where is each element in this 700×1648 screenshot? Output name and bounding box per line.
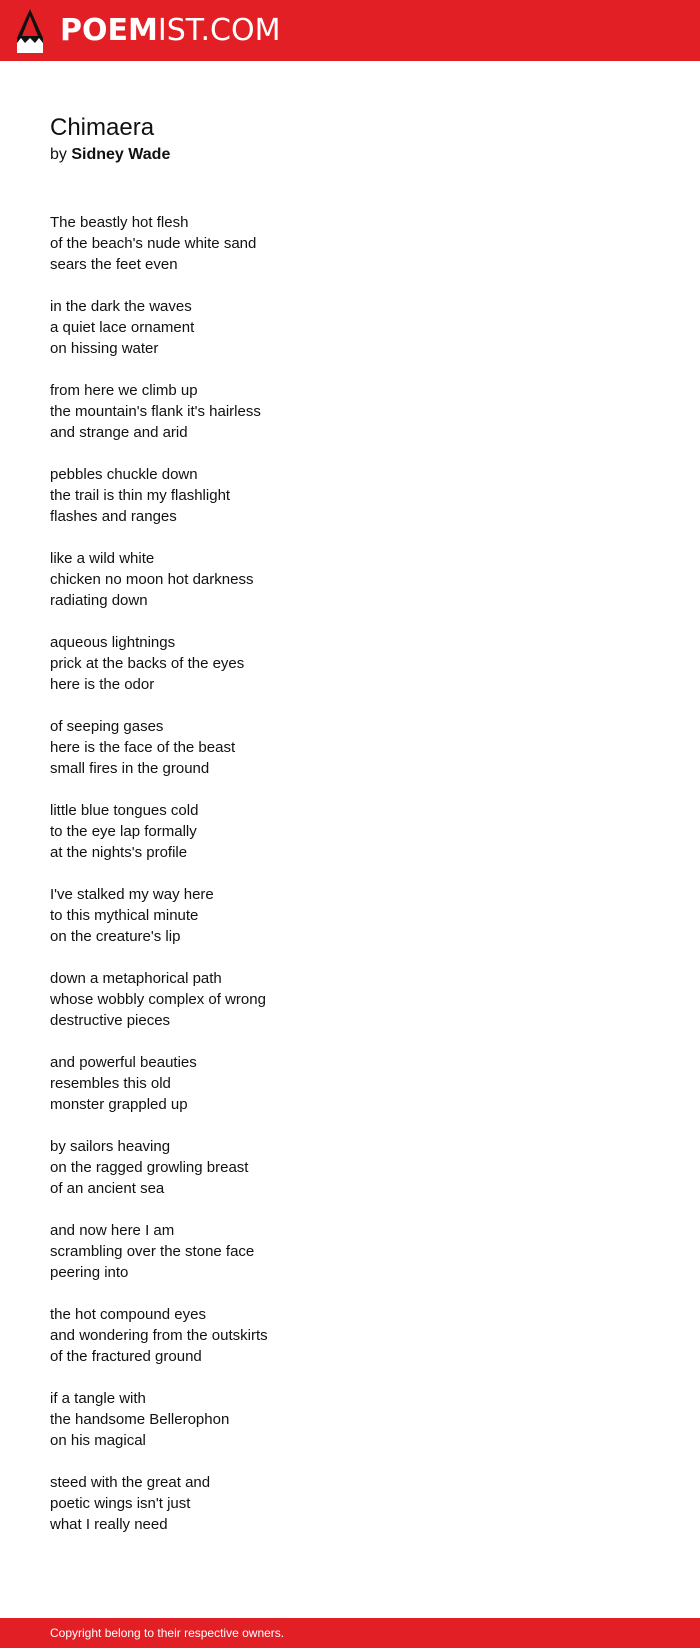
poem-line: to the eye lap formally (50, 823, 197, 840)
poem-line: monster grappled up (50, 1096, 188, 1113)
poem-line: a quiet lace ornament (50, 319, 195, 336)
poem-line: whose wobbly complex of wrong (50, 991, 266, 1008)
poem-stanza (50, 548, 650, 611)
poem-line: what I really need (50, 1516, 168, 1533)
poem-line: radiating down (50, 592, 148, 609)
poem-stanza (50, 1052, 650, 1115)
poem-line: by sailors heaving (50, 1138, 171, 1155)
site-header (0, 0, 700, 61)
poem-line: prick at the backs of the eyes (50, 655, 245, 672)
site-logo[interactable] (16, 9, 280, 53)
poem-stanza (50, 296, 650, 359)
poem-stanza (50, 968, 650, 1031)
poem-line: small fires in the ground (50, 760, 210, 777)
poem-stanza (50, 884, 650, 947)
copyright-text: Copyright belong to their respective owners. (50, 1626, 285, 1640)
author-link[interactable]: Sidney Wade (71, 146, 171, 163)
poem-line: aqueous lightnings (50, 634, 176, 651)
site-logo-text (60, 9, 280, 53)
poem-body (50, 212, 650, 1535)
poem-line: chicken no moon hot darkness (50, 571, 254, 588)
poem-stanza (50, 800, 650, 863)
poem-line: little blue tongues cold (50, 802, 199, 819)
poem-stanza (50, 464, 650, 527)
poem-stanza (50, 1220, 650, 1283)
poem-line: if a tangle with (50, 1390, 146, 1407)
poem-line: poetic wings isn't just (50, 1495, 191, 1512)
poem-line: at the nights's profile (50, 844, 188, 861)
poem-line: like a wild white (50, 550, 155, 567)
poem-stanza (50, 1136, 650, 1199)
poem-line: from here we climb up (50, 382, 198, 399)
poem-stanza (50, 380, 650, 443)
poem-line: sears the feet even (50, 256, 178, 273)
poem-line: The beastly hot flesh (50, 214, 189, 231)
poem-line: the hot compound eyes (50, 1306, 206, 1323)
poem-stanza (50, 1304, 650, 1367)
poem-line: of the beach's nude white sand (50, 235, 257, 252)
poem-line: and now here I am (50, 1222, 175, 1239)
poem-line: resembles this old (50, 1075, 171, 1092)
poem-line: pebbles chuckle down (50, 466, 198, 483)
poem-line: on the creature's lip (50, 928, 181, 945)
poem-line: destructive pieces (50, 1012, 171, 1029)
poem-line: flashes and ranges (50, 508, 177, 525)
poem-line: steed with the great and (50, 1474, 211, 1491)
poem-line: of seeping gases (50, 718, 164, 735)
poem-line: here is the face of the beast (50, 739, 236, 756)
poem-stanza (50, 716, 650, 779)
poem-line: and powerful beauties (50, 1054, 197, 1071)
poem-line: peering into (50, 1264, 129, 1281)
poem-content (50, 112, 650, 1556)
poem-line: the trail is thin my flashlight (50, 487, 231, 504)
poem-line: in the dark the waves (50, 298, 192, 315)
logo-text-bold: POEM (60, 13, 158, 48)
poem-line: of an ancient sea (50, 1180, 165, 1197)
poem-line: on the ragged growling breast (50, 1159, 249, 1176)
by-label: by (50, 146, 67, 163)
pencil-tip-icon (16, 9, 44, 53)
poem-line: on his magical (50, 1432, 146, 1449)
poem-line: on hissing water (50, 340, 159, 357)
poem-stanza (50, 1388, 650, 1451)
poem-line: to this mythical minute (50, 907, 199, 924)
poem-line: and strange and arid (50, 424, 188, 441)
poem-title: Chimaera (50, 114, 155, 141)
poem-line: down a metaphorical path (50, 970, 222, 987)
poem-line: the mountain's flank it's hairless (50, 403, 261, 420)
poem-stanza (50, 212, 650, 275)
poem-line: and wondering from the outskirts (50, 1327, 268, 1344)
poem-stanza (50, 1472, 650, 1535)
logo-text-light: IST.COM (157, 13, 281, 48)
poem-line: scrambling over the stone face (50, 1243, 255, 1260)
poem-stanza (50, 632, 650, 695)
site-footer (0, 1618, 700, 1648)
poem-line: the handsome Bellerophon (50, 1411, 230, 1428)
poem-line: of the fractured ground (50, 1348, 202, 1365)
poem-line: I've stalked my way here (50, 886, 214, 903)
byline (50, 144, 650, 166)
poem-line: here is the odor (50, 676, 155, 693)
